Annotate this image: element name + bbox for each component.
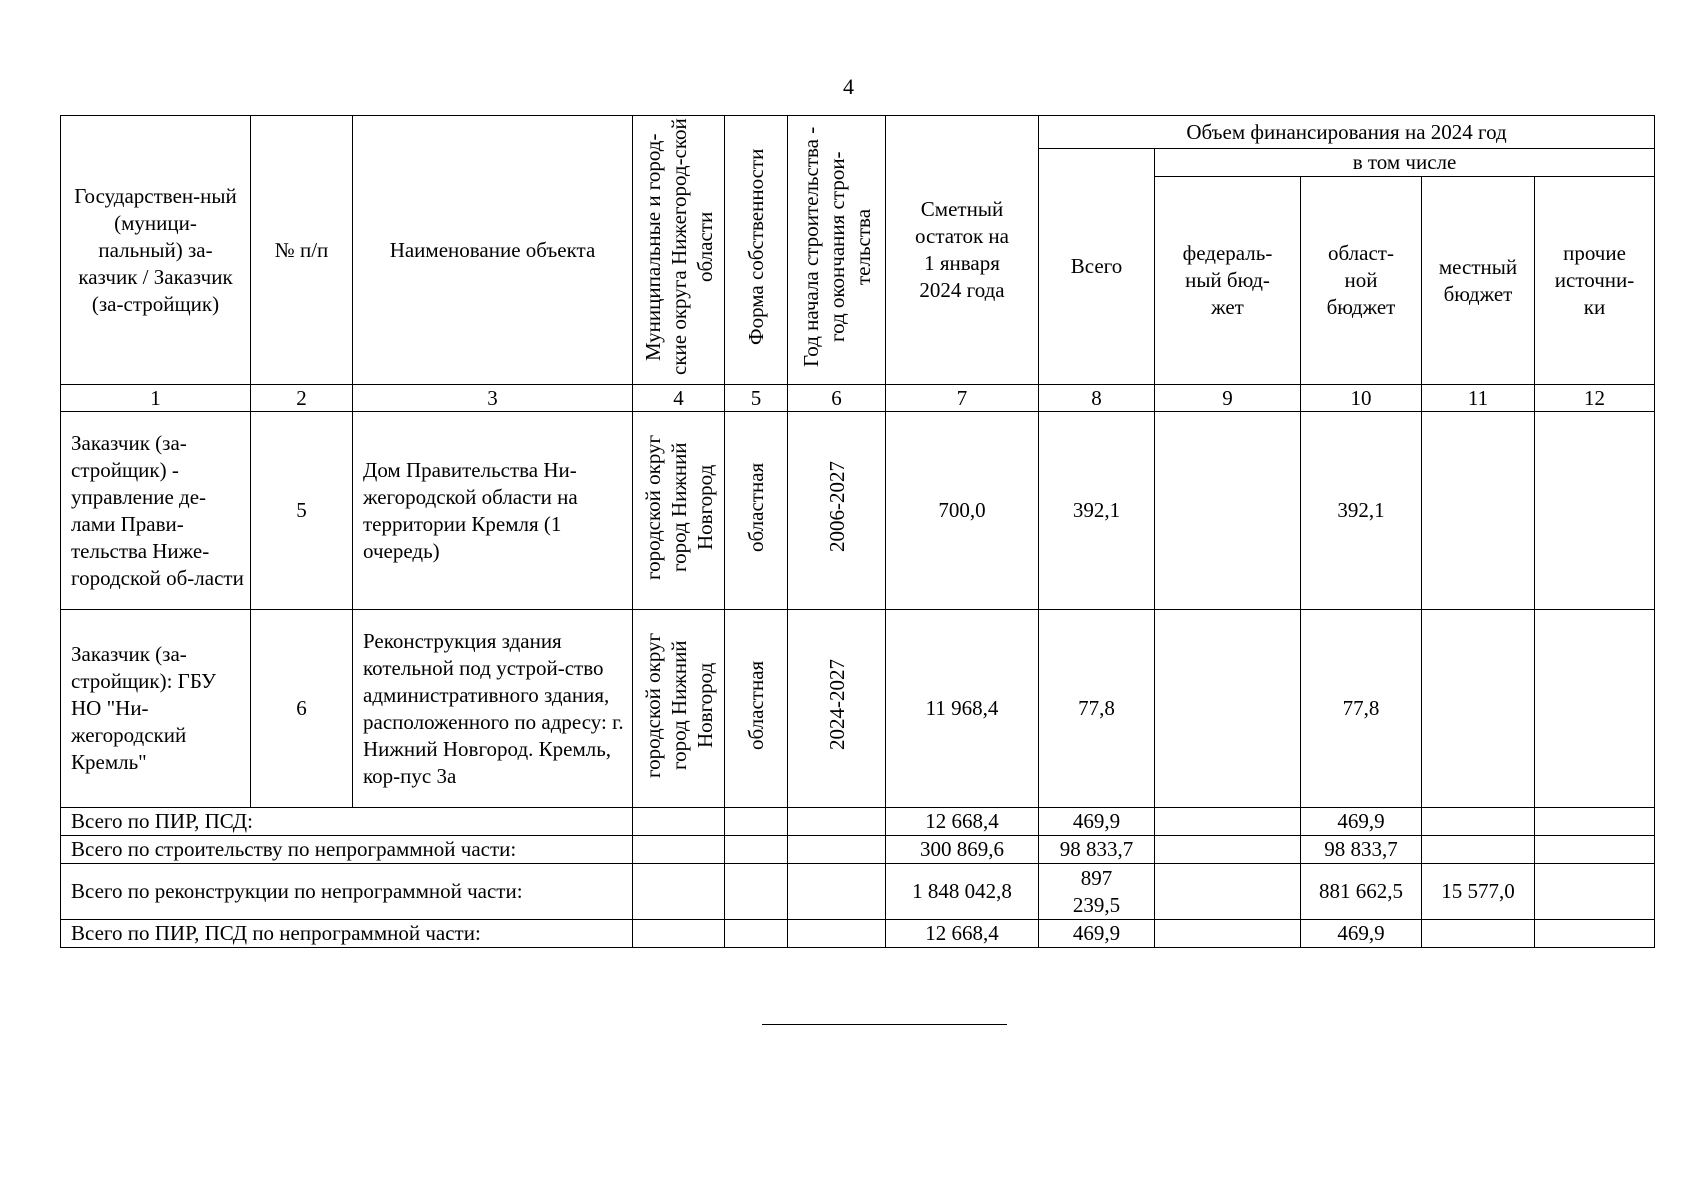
cell-municipality — [633, 412, 725, 610]
cell-regional: 392,1 — [1301, 412, 1422, 610]
cell-years-text: 2024-2027 — [824, 659, 849, 751]
header-row-1 — [61, 116, 1655, 149]
cell-municipality-text: городской округ город Нижний Новгород — [640, 632, 717, 778]
column-number: 8 — [1039, 385, 1155, 412]
header-years — [788, 116, 886, 385]
summary-other — [1535, 836, 1655, 864]
summary-empty-cell — [633, 864, 725, 920]
summary-estimate: 12 668,4 — [886, 808, 1039, 836]
summary-other — [1535, 920, 1655, 948]
table-row — [61, 412, 1655, 610]
summary-label: Всего по ПИР, ПСД по непрограммной части: — [61, 920, 633, 948]
header-ownership — [725, 116, 788, 385]
column-number: 9 — [1155, 385, 1301, 412]
column-number: 11 — [1422, 385, 1535, 412]
cell-other — [1535, 412, 1655, 610]
cell-customer: Заказчик (за-стройщик): ГБУ НО "Ни-жегородский Кремль" — [61, 610, 251, 808]
cell-total: 392,1 — [1039, 412, 1155, 610]
cell-years — [788, 610, 886, 808]
cell-estimate: 700,0 — [886, 412, 1039, 610]
cell-years-text: 2006-2027 — [824, 461, 849, 553]
summary-empty-cell — [633, 808, 725, 836]
column-number: 1 — [61, 385, 251, 412]
page-number: 4 — [843, 74, 854, 99]
cell-local — [1422, 412, 1535, 610]
column-number: 10 — [1301, 385, 1422, 412]
table-row — [61, 610, 1655, 808]
header-other: прочие источни-ки — [1535, 177, 1655, 385]
cell-municipality-text: городской округ город Нижний Новгород — [640, 434, 717, 580]
summary-regional: 469,9 — [1301, 808, 1422, 836]
header-years-text: Год начала строительства - год окончания строи-тельства — [798, 126, 875, 367]
summary-empty-cell — [788, 864, 886, 920]
financing-table — [60, 115, 1655, 948]
cell-federal — [1155, 412, 1301, 610]
summary-empty-cell — [725, 920, 788, 948]
header-customer: Государствен-ный (муници-пальный) за-казчик / Заказчик (за-стройщик) — [61, 116, 251, 385]
column-numbers-row — [61, 385, 1655, 412]
footer-divider-line — [762, 1024, 1007, 1025]
summary-regional: 881 662,5 — [1301, 864, 1422, 920]
header-estimate: Сметный остаток на 1 января 2024 года — [886, 116, 1039, 385]
summary-estimate: 300 869,6 — [886, 836, 1039, 864]
summary-row — [61, 836, 1655, 864]
header-including: в том числе — [1155, 149, 1655, 177]
header-num: № п/п — [251, 116, 353, 385]
column-number: 2 — [251, 385, 353, 412]
summary-local: 15 577,0 — [1422, 864, 1535, 920]
summary-row — [61, 920, 1655, 948]
summary-label: Всего по реконструкции по непрограммной части: — [61, 864, 633, 920]
summary-local — [1422, 920, 1535, 948]
cell-other — [1535, 610, 1655, 808]
header-object-name: Наименование объекта — [353, 116, 633, 385]
summary-row — [61, 864, 1655, 920]
header-ownership-text: Форма собственности — [744, 148, 768, 345]
summary-federal — [1155, 864, 1301, 920]
summary-federal — [1155, 920, 1301, 948]
summary-label: Всего по ПИР, ПСД: — [61, 808, 633, 836]
cell-ownership — [725, 412, 788, 610]
summary-estimate: 1 848 042,8 — [886, 864, 1039, 920]
summary-empty-cell — [633, 836, 725, 864]
cell-regional: 77,8 — [1301, 610, 1422, 808]
summary-empty-cell — [725, 808, 788, 836]
summary-empty-cell — [725, 836, 788, 864]
summary-empty-cell — [788, 920, 886, 948]
summary-empty-cell — [788, 836, 886, 864]
summary-other — [1535, 864, 1655, 920]
summary-empty-cell — [725, 864, 788, 920]
header-funding-title: Объем финансирования на 2024 год — [1039, 116, 1655, 149]
header-local: местный бюджет — [1422, 177, 1535, 385]
cell-years — [788, 412, 886, 610]
summary-federal — [1155, 836, 1301, 864]
cell-estimate: 11 968,4 — [886, 610, 1039, 808]
cell-municipality — [633, 610, 725, 808]
header-municipality-text: Муниципальные и город-ские округа Нижегород-ской области — [640, 118, 717, 375]
summary-total: 897 239,5 — [1039, 864, 1155, 920]
cell-object-name: Дом Правительства Ни-жегородской области на территории Кремля (1 очередь) — [353, 412, 633, 610]
cell-ownership — [725, 610, 788, 808]
column-number: 4 — [633, 385, 725, 412]
summary-federal — [1155, 808, 1301, 836]
summary-row — [61, 808, 1655, 836]
header-federal: федераль-ный бюд-жет — [1155, 177, 1301, 385]
cell-ownership-text: областная — [744, 462, 768, 552]
column-number: 6 — [788, 385, 886, 412]
cell-ownership-text: областная — [744, 660, 768, 750]
summary-other — [1535, 808, 1655, 836]
summary-total: 98 833,7 — [1039, 836, 1155, 864]
cell-num: 5 — [251, 412, 353, 610]
cell-total: 77,8 — [1039, 610, 1155, 808]
summary-regional: 469,9 — [1301, 920, 1422, 948]
summary-local — [1422, 808, 1535, 836]
column-number: 12 — [1535, 385, 1655, 412]
summary-regional: 98 833,7 — [1301, 836, 1422, 864]
summary-total: 469,9 — [1039, 920, 1155, 948]
cell-object-name: Реконструкция здания котельной под устрой-ство административного здания, расположенного по адресу: г. Нижний Новгород. Кремль, кор-пус 3а — [353, 610, 633, 808]
summary-total: 469,9 — [1039, 808, 1155, 836]
cell-customer: Заказчик (за-стройщик) - управление де-лами Прави-тельства Ниже-городской об-ласти — [61, 412, 251, 610]
cell-local — [1422, 610, 1535, 808]
column-number: 3 — [353, 385, 633, 412]
column-number: 5 — [725, 385, 788, 412]
header-regional: област-ной бюджет — [1301, 177, 1422, 385]
summary-label: Всего по строительству по непрограммной части: — [61, 836, 633, 864]
header-municipality — [633, 116, 725, 385]
column-number: 7 — [886, 385, 1039, 412]
summary-local — [1422, 836, 1535, 864]
cell-num: 6 — [251, 610, 353, 808]
summary-empty-cell — [633, 920, 725, 948]
summary-empty-cell — [788, 808, 886, 836]
header-total: Всего — [1039, 149, 1155, 385]
cell-federal — [1155, 610, 1301, 808]
summary-estimate: 12 668,4 — [886, 920, 1039, 948]
